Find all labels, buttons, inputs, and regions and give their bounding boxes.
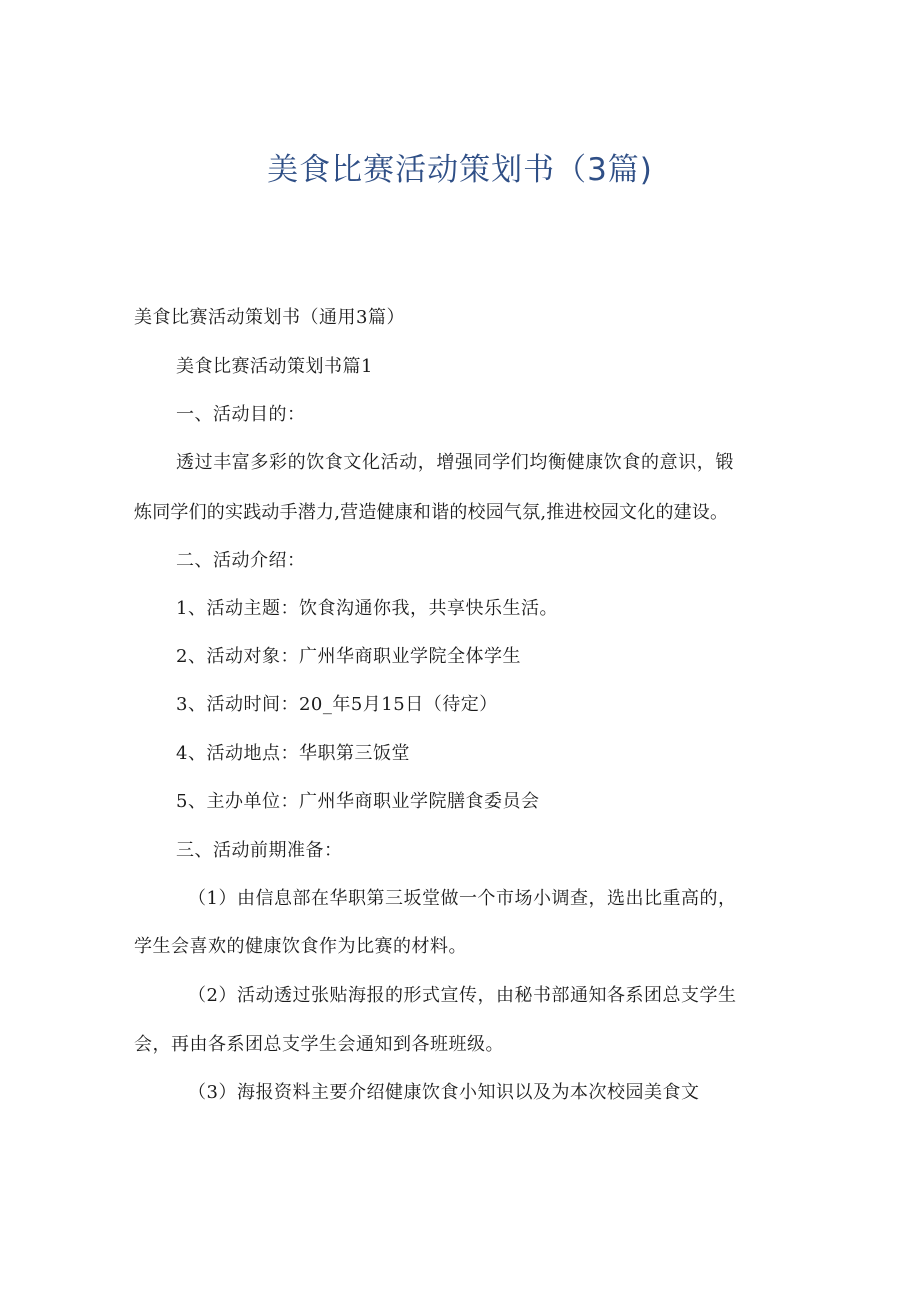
document-title: 美食比赛活动策划书（3篇) [267, 152, 653, 188]
paragraph-line: （1）由信息部在华职第三坂堂做一个市场小调查，选出比重高的， [188, 888, 737, 909]
paragraph-line: （2）活动透过张贴海报的形式宣传，由秘书部通知各系团总支学生 [188, 985, 737, 1006]
paragraph-line: （3）海报资料主要介绍健康饮食小知识以及为本次校园美食文 [188, 1082, 700, 1103]
subtitle-line: 美食比赛活动策划书（通用3篇） [134, 307, 405, 328]
list-item: 4、活动地点：华职第三饭堂 [176, 743, 410, 764]
paragraph-line: 学生会喜欢的健康饮食作为比赛的材料。 [134, 936, 467, 957]
paragraph-line: 会，再由各系团总支学生会通知到各班班级。 [134, 1034, 504, 1055]
list-item: 2、活动对象：广州华商职业学院全体学生 [176, 646, 521, 667]
list-item: 1、活动主题：饮食沟通你我，共享快乐生活。 [176, 598, 558, 619]
paragraph-line: 炼同学们的实践动手潜力,营造健康和谐的校园气氛,推进校园文化的建设。 [134, 502, 729, 523]
list-item: 5、主办单位：广州华商职业学院膳食委员会 [176, 791, 540, 812]
section-heading: 美食比赛活动策划书篇1 [176, 356, 373, 377]
heading-introduction: 二、活动介绍： [176, 550, 306, 571]
heading-preparation: 三、活动前期准备： [176, 840, 343, 861]
heading-purpose: 一、活动目的： [176, 404, 306, 425]
paragraph-line: 透过丰富多彩的饮食文化活动，增强同学们均衡健康饮食的意识，锻 [176, 452, 734, 473]
list-item: 3、活动时间：20_年5月15日（待定） [176, 694, 498, 715]
